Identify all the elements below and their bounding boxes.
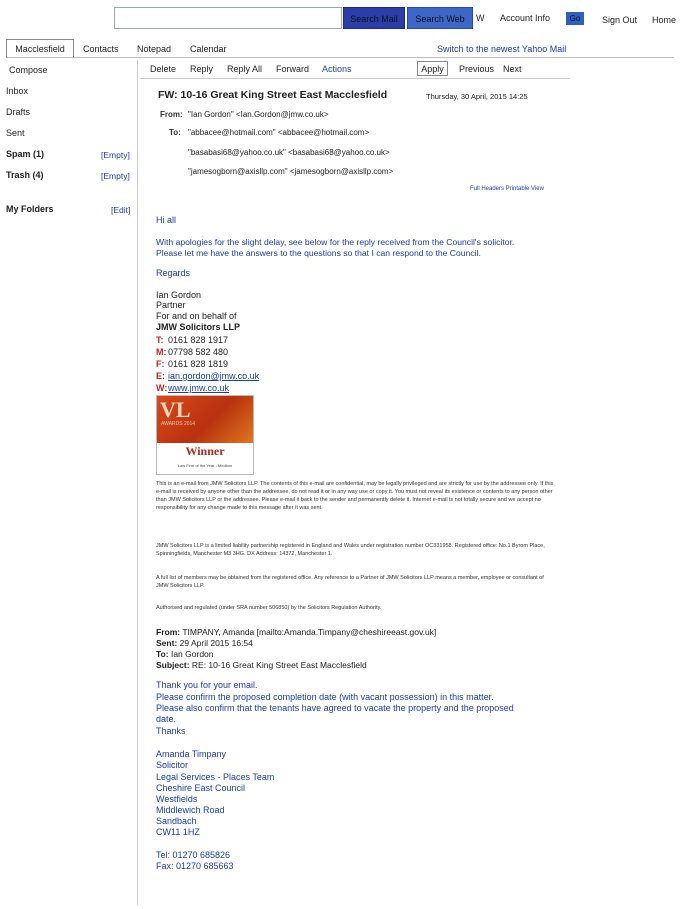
to-recipient[interactable]: "abbacee@hotmail.com" <abbacee@hotmail.com> bbox=[188, 128, 370, 137]
signature-web bbox=[156, 383, 229, 393]
fwd-body-line: Thank you for your email. bbox=[156, 680, 258, 690]
fax-key: F: bbox=[156, 359, 165, 369]
to-recipient[interactable]: "jamesogborn@axisllp.com" <jamesogborn@axisllp.com> bbox=[188, 167, 394, 176]
signature-mobile bbox=[156, 347, 228, 357]
to-label: To: bbox=[169, 128, 181, 137]
fwd-sig-line: Cheshire East Council bbox=[156, 783, 246, 793]
signature-role: Partner bbox=[156, 300, 186, 310]
message-subject: FW: 10-16 Great King Street East Macclesfield bbox=[158, 89, 388, 101]
signature-behalf: For and on behalf of bbox=[156, 311, 237, 321]
sidebar-item-inbox[interactable]: Inbox bbox=[6, 86, 29, 96]
actions-menu[interactable]: Actions bbox=[322, 64, 352, 74]
tab-notepad[interactable]: Notepad bbox=[137, 44, 172, 54]
to-recipient[interactable]: "basabasi68@yahoo.co.uk" <basabasi68@yahoo.co.uk> bbox=[188, 148, 390, 157]
message-date: Thursday, 30 April, 2015 14:25 bbox=[426, 92, 528, 101]
fwd-sig-line: CW11 1HZ bbox=[156, 827, 200, 837]
fwd-from-label: From: bbox=[156, 627, 181, 637]
sidebar-item-spam[interactable]: Spam (1) bbox=[6, 149, 45, 159]
search-mail-button[interactable]: Search Mail bbox=[343, 7, 405, 29]
fwd-subject-label: Subject: bbox=[156, 660, 190, 670]
tab-calendar[interactable]: Calendar bbox=[190, 44, 227, 54]
switch-new-mail-link[interactable]: Switch to the newest Yahoo Mail bbox=[437, 44, 567, 54]
award-vl-text: VL bbox=[160, 397, 191, 422]
full-headers-link[interactable]: Full Headers Printable View bbox=[470, 186, 544, 192]
web-key: W: bbox=[156, 383, 168, 393]
fwd-sig-line: Legal Services - Places Team bbox=[156, 772, 275, 782]
account-info-link[interactable]: Account Info bbox=[500, 13, 551, 23]
fwd-sent-label: Sent: bbox=[156, 638, 178, 648]
fwd-fax: Fax: 01270 685663 bbox=[156, 861, 234, 871]
fwd-sent-value: 29 April 2015 16:54 bbox=[179, 638, 253, 648]
fwd-body-line: Thanks bbox=[156, 726, 186, 736]
fwd-to-value: Ian Gordon bbox=[170, 649, 214, 659]
fwd-from-value: TIMPANY, Amanda [mailto:Amanda.Timpany@cheshireeast.gov.uk] bbox=[182, 627, 437, 637]
email-key: E: bbox=[156, 371, 165, 381]
search-web-button[interactable]: Search Web bbox=[407, 7, 473, 29]
signature-email bbox=[156, 371, 259, 381]
web-link[interactable]: www.jmw.co.uk bbox=[168, 383, 230, 393]
fwd-sig-line: Sandbach bbox=[156, 816, 197, 826]
body-line: Please let me have the answers to the questions so that I can respond to the Council. bbox=[156, 248, 481, 258]
fwd-to bbox=[156, 649, 214, 659]
disclaimer-registration: JMW Solicitors LLP is a limited liability partnership registered in England and Wales under registration number OC331958. Registered office: No.1 Byrom Place, Spinningfields, Manchester M3 3HG. DX Address: 14372, Manchester 1. bbox=[156, 543, 545, 557]
sign-out-link[interactable]: Sign Out bbox=[602, 15, 638, 25]
greeting: Hi all bbox=[156, 215, 177, 225]
my-folders-heading: My Folders bbox=[6, 204, 54, 214]
fwd-body-line: date. bbox=[156, 714, 177, 724]
fwd-body-line: Please also confirm that the tenants have agreed to vacate the property and the proposed bbox=[156, 703, 514, 713]
disclaimer-confidential: This is an e-mail from JMW Solicitors LLP. The contents of this e-mail are confidential, may be legally privileged and are strictly for use by the addressee only. If this e-mail is received by anyone other than the addressee, do not read it or in any way use or copy it. You must not reveal its existence or contents to any person other than JMW Solicitors LLP or the addressee. Please e-mail it back to the sender and permanently delete it. Internet e-mail is not totally secure and we accept no responsibility for any change made to this message after it was sent. bbox=[156, 481, 554, 511]
award-logo bbox=[156, 395, 254, 475]
email-link[interactable]: ian.gordon@jmw.co.uk bbox=[168, 371, 260, 381]
search-input[interactable] bbox=[114, 7, 342, 29]
award-sub-text: AWARDS 2014 bbox=[161, 421, 196, 427]
body-line: With apologies for the slight delay, see below for the reply received from the Council's solicitor. bbox=[156, 237, 515, 247]
fax-value: 0161 828 1819 bbox=[168, 359, 229, 369]
empty-trash-link[interactable]: [Empty] bbox=[101, 171, 130, 181]
sidebar-item-trash[interactable]: Trash (4) bbox=[6, 170, 44, 180]
fwd-from bbox=[156, 627, 436, 637]
edit-folders-link[interactable]: [Edit] bbox=[111, 205, 131, 215]
mobile-key: M: bbox=[156, 347, 167, 357]
toolbar-divider bbox=[140, 78, 570, 79]
delete-button[interactable]: Delete bbox=[150, 64, 177, 74]
mobile-value: 07798 582 480 bbox=[168, 347, 229, 357]
fwd-tel: Tel: 01270 685826 bbox=[156, 850, 231, 860]
signature-fax bbox=[156, 359, 228, 369]
fwd-subject-value: RE: 10-16 Great King Street East Macclesfield bbox=[191, 660, 367, 670]
fwd-sig-line: Middlewich Road bbox=[156, 805, 225, 815]
tab-contacts[interactable]: Contacts bbox=[83, 44, 119, 54]
signature-name: Ian Gordon bbox=[156, 290, 202, 300]
phone-value: 0161 828 1917 bbox=[168, 335, 229, 345]
compose-button[interactable]: Compose bbox=[9, 65, 48, 75]
fwd-sig-line: Amanda Timpany bbox=[156, 749, 227, 759]
sidebar-item-sent[interactable]: Sent bbox=[6, 128, 25, 138]
phone-key: T: bbox=[156, 335, 164, 345]
top-w-label: W bbox=[476, 13, 485, 23]
fwd-sent bbox=[156, 638, 253, 648]
sidebar-divider bbox=[137, 60, 138, 905]
award-banner bbox=[157, 396, 253, 443]
fwd-subject bbox=[156, 660, 367, 670]
fwd-to-label: To: bbox=[156, 649, 169, 659]
next-button[interactable]: Next bbox=[503, 64, 522, 74]
empty-spam-link[interactable]: [Empty] bbox=[101, 150, 130, 160]
fwd-sig-line: Westfields bbox=[156, 794, 198, 804]
go-button[interactable]: Go bbox=[566, 12, 584, 25]
forward-button[interactable]: Forward bbox=[276, 64, 310, 74]
signature-firm: JMW Solicitors LLP bbox=[156, 322, 241, 332]
fwd-sig-line: Solicitor bbox=[156, 760, 189, 770]
disclaimer-members: A full list of members may be obtained from the registered office. Any reference to a Partner of JMW Solicitors LLP means a member, employee or consultant of JMW Solicitors LLP. bbox=[156, 575, 544, 589]
apply-button[interactable]: Apply bbox=[417, 61, 448, 76]
award-winner-text: Winner bbox=[185, 444, 225, 458]
nav-divider bbox=[6, 57, 674, 58]
sidebar-item-drafts[interactable]: Drafts bbox=[6, 107, 31, 117]
previous-button[interactable]: Previous bbox=[459, 64, 495, 74]
tab-mail[interactable]: Macclesfield bbox=[6, 39, 74, 58]
from-value[interactable]: "Ian Gordon" <Ian.Gordon@jmw.co.uk> bbox=[188, 110, 329, 119]
reply-all-button[interactable]: Reply All bbox=[227, 64, 263, 74]
regards: Regards bbox=[156, 268, 191, 278]
reply-button[interactable]: Reply bbox=[190, 64, 214, 74]
signature-phone bbox=[156, 335, 228, 345]
fwd-body-line: Please confirm the proposed completion date (with vacant possession) in this matter. bbox=[156, 692, 494, 702]
award-caption: Law Firm of the Year - Medium bbox=[177, 463, 233, 468]
from-label: From: bbox=[160, 110, 183, 119]
home-link[interactable]: Home bbox=[652, 15, 677, 25]
disclaimer-regulated: Authorised and regulated (under SRA number 506850) by the Solicitors Regulation Authority. bbox=[156, 605, 382, 611]
